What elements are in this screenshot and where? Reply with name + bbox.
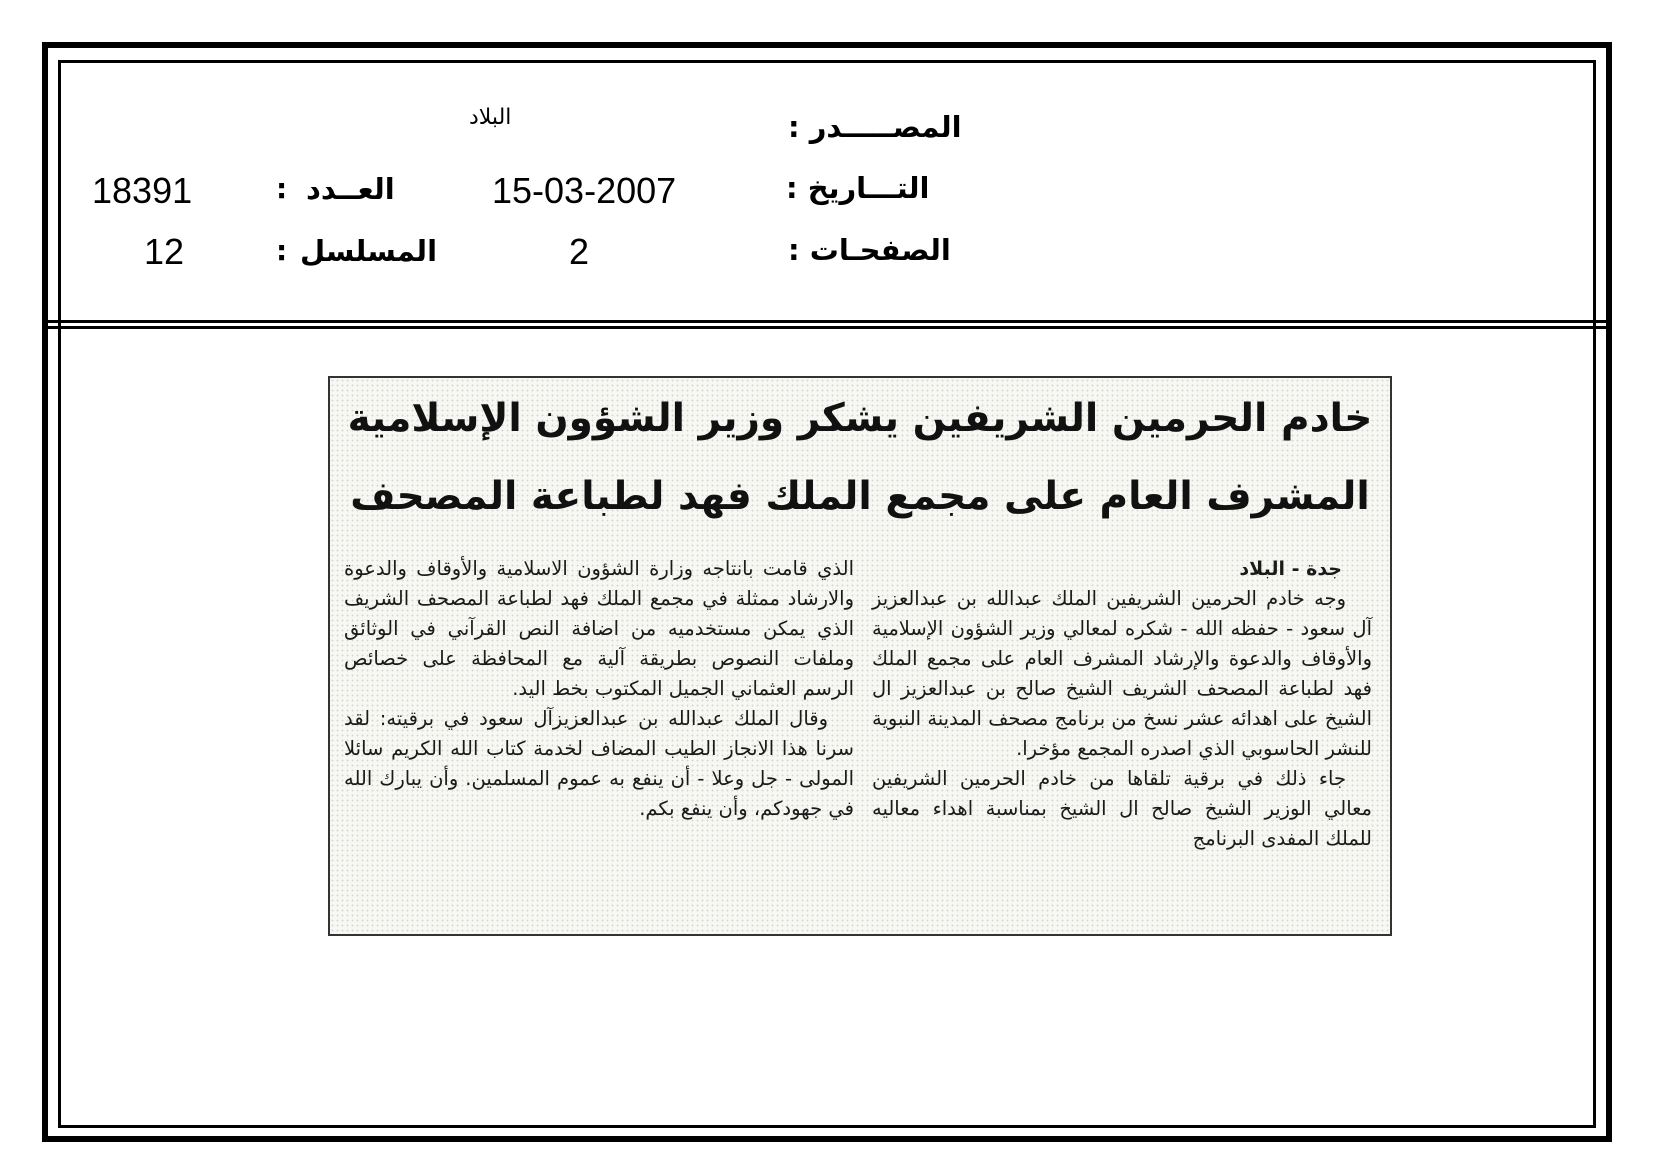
issue-colon: : — [276, 172, 288, 205]
article-column-left — [344, 554, 854, 824]
source-label: المصـــــدر : — [788, 110, 962, 144]
pages-value: 2 — [569, 231, 590, 272]
headline-line-2: المشرف العام على مجمع الملك فهد لطباعة المصحف — [350, 474, 1370, 519]
article-column-right — [872, 554, 1372, 854]
serial-colon: : — [276, 234, 288, 267]
source-value: البلاد — [469, 105, 512, 130]
paragraph-4: وقال الملك عبدالله بن عبدالعزيزآل سعود في برقيته: لقد سرنا هذا الانجاز الطيب المضاف لخدمة كتاب الله الكريم سائلا المولى - جل وعلا - أن ينفع به عموم المسلمين. وأن يبارك الله في جهودكم، وأن ينفع بكم. — [344, 707, 854, 820]
paragraph-2: جاء ذلك في برقية تلقاها من خادم الحرمين الشريفين معالي الوزير الشيخ صالح ال الشيخ بمناسبة اهداء معاليه للملك المفدى البرنامج — [872, 767, 1372, 850]
pages-label: الصفحـات : — [788, 233, 951, 267]
serial-value: 12 — [144, 231, 185, 272]
newspaper-clipping — [328, 376, 1392, 936]
paragraph-1: وجه خادم الحرمين الشريفين الملك عبدالله بن عبدالعزيز آل سعود - حفظه الله - شكره لمعالي وزير الشؤون الإسلامية والأوقاف والدعوة والإرشاد المشرف العام على مجمع الملك فهد لطباعة المصحف الشريف الشيخ صالح بن عبدالعزيز ال الشيخ على اهدائه عشر نسخ من برنامج مصحف المدينة النبوية للنشر الحاسوبي الذي اصدره المجمع مؤخرا. — [872, 587, 1372, 760]
date-value: 15-03-2007 — [492, 170, 677, 211]
paragraph-3: الذي قامت بانتاجه وزارة الشؤون الاسلامية والأوقاف والدعوة والارشاد ممثلة في مجمع الملك فهد لطباعة المصحف الشريف الذي يمكن مستخدميه من اضافة النص القرآني في الوثائق وملفات النصوص بطريقة آلية مع المحافظة على خصائص الرسم العثماني الجميل المكتوب بخط اليد. — [344, 557, 854, 700]
issue-label: العــدد — [306, 172, 395, 206]
date-label: التـــاريخ : — [786, 171, 930, 205]
headline-line-1: خادم الحرمين الشريفين يشكر وزير الشؤون الإسلامية — [347, 396, 1373, 441]
dateline: جدة - البلاد — [1239, 558, 1342, 580]
serial-label: المسلسل — [300, 234, 438, 268]
issue-value: 18391 — [92, 170, 193, 211]
header-divider — [42, 320, 1612, 329]
